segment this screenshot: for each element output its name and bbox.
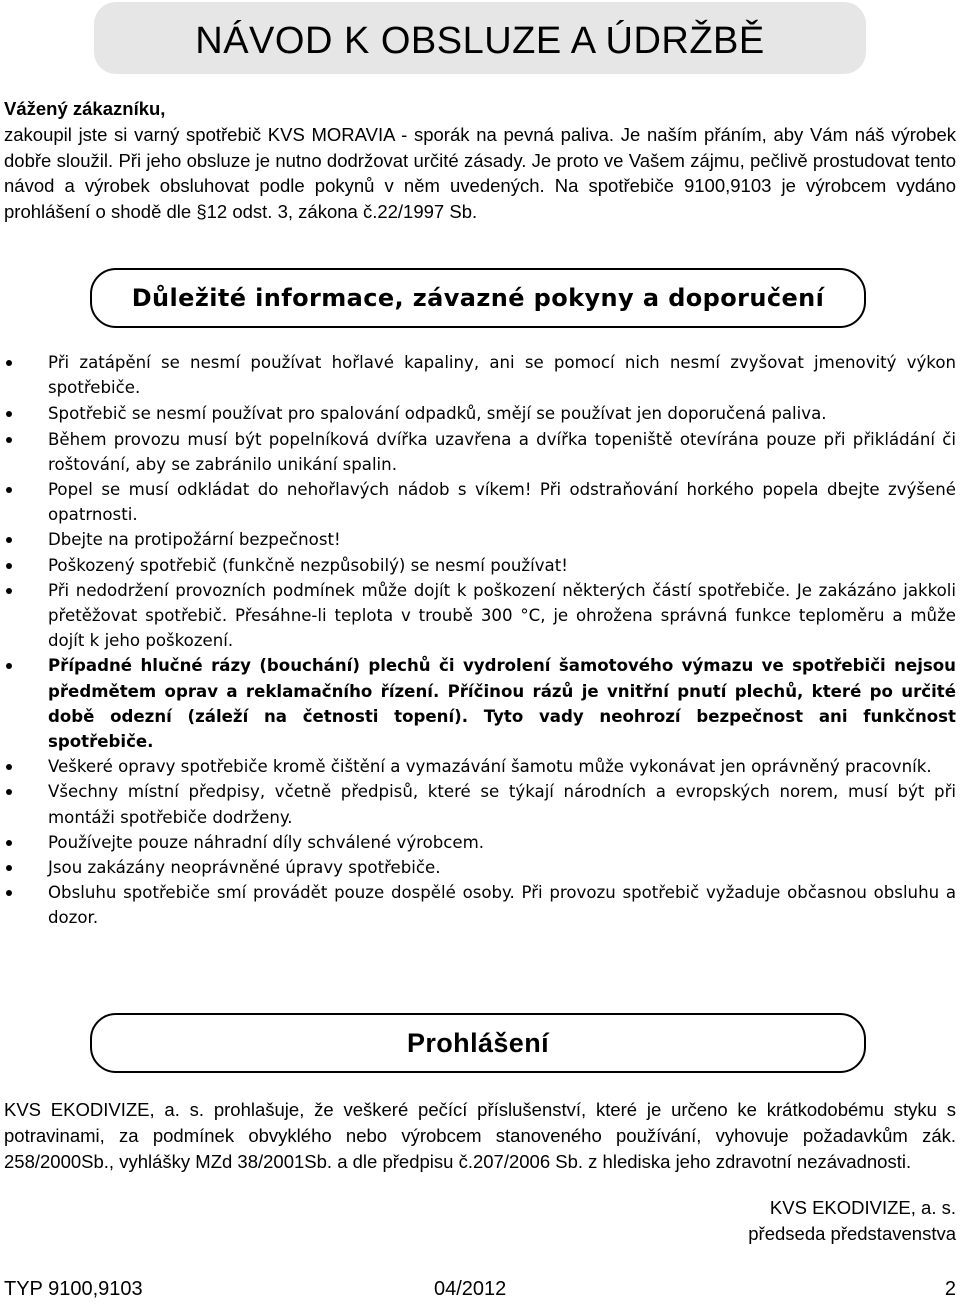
footer-model: TYP 9100,9103 bbox=[4, 1278, 143, 1300]
bullet-icon bbox=[6, 537, 12, 543]
bullet-icon bbox=[6, 360, 12, 366]
list-item bbox=[0, 578, 956, 654]
intro-paragraph bbox=[4, 96, 956, 225]
info-section-header bbox=[90, 268, 866, 328]
greeting: Vážený zákazníku, bbox=[4, 98, 166, 119]
list-item bbox=[0, 427, 956, 477]
list-item bbox=[0, 527, 956, 552]
list-item bbox=[0, 880, 956, 930]
list-item bbox=[0, 401, 956, 426]
list-item-text: Během provozu musí být popelníková dvířka uzavřena a dvířka topeniště otevírána pouze při přikládání či roštování, aby se zabránilo unikání spalin. bbox=[48, 429, 956, 474]
page-title: NÁVOD K OBSLUZE A ÚDRŽBĚ bbox=[195, 20, 765, 62]
bullet-icon bbox=[6, 437, 12, 443]
list-item bbox=[0, 855, 956, 880]
list-item bbox=[0, 653, 956, 754]
bullet-icon bbox=[6, 890, 12, 896]
list-item-text: Spotřebič se nesmí používat pro spalování odpadků, smějí se používat jen doporučená paliva. bbox=[48, 404, 827, 424]
signature-company: KVS EKODIVIZE, a. s. bbox=[769, 1197, 956, 1218]
bullet-icon bbox=[6, 865, 12, 871]
signature-role: předseda představenstva bbox=[748, 1222, 956, 1244]
list-item-text: Jsou zakázány neoprávněné úpravy spotřebiče. bbox=[48, 858, 441, 878]
bullet-icon bbox=[6, 789, 12, 795]
instructions-list bbox=[0, 350, 956, 931]
bullet-icon bbox=[6, 411, 12, 417]
declaration-paragraph: KVS EKODIVIZE, a. s. prohlašuje, že veškeré pečící příslušenství, které je určeno ke krátkodobému styku s potravinami, za podmínek obvyklého nebo výrobcem stanoveného používání, vyhovuje požadavkům zák. 258/2000Sb., vyhlášky MZd 38/2001Sb. a dle předpisu č.207/2006 Sb. z hlediska jeho zdravotní nezávadnosti. bbox=[4, 1099, 956, 1172]
list-item-text: Používejte pouze náhradní díly schválené výrobcem. bbox=[48, 832, 485, 852]
page-number: 2 bbox=[944, 1278, 956, 1300]
bullet-icon bbox=[6, 663, 12, 669]
list-item-text: Případné hlučné rázy (bouchání) plechů či vydrolení šamotového výmazu ve spotřebiči nejsou předmětem oprav a reklamačního řízení. Příčinou rázů je vnitřní pnutí plechů, které po určité době odezní (záleží na četnosti topení). Tyto vady neohrozí bezpečnost ani funkčnost spotřebiče. bbox=[48, 656, 956, 752]
list-item bbox=[0, 830, 956, 855]
list-item bbox=[0, 553, 956, 578]
bullet-icon bbox=[6, 487, 12, 493]
list-item-text: Při zatápění se nesmí používat hořlavé kapaliny, ani se pomocí nich nesmí zvyšovat jmenovitý výkon spotřebiče. bbox=[48, 353, 956, 398]
bullet-icon bbox=[6, 764, 12, 770]
signature-block bbox=[748, 1195, 956, 1247]
list-item-text: Dbejte na protipožární bezpečnost! bbox=[48, 530, 341, 550]
footer-date: 04/2012 bbox=[434, 1278, 507, 1300]
page-footer bbox=[4, 1274, 956, 1304]
list-item-text: Při nedodržení provozních podmínek může dojít k poškození některých částí spotřebiče. Je zakázáno jakkoli přetěžovat spotřebič. Přesáhne-li teplota v troubě 300 °C, je ohrožena správná funkce teploměru a může dojít k jeho poškození. bbox=[48, 580, 956, 651]
intro-text: zakoupil jste si varný spotřebič KVS MORAVIA - sporák na pevná paliva. Je naším přáním, aby Vám náš výrobek dobře sloužil. Při jeho obsluze je nutno dodržovat určité zásady. Je proto ve Vašem zájmu, pečlivě prostudovat tento návod a výrobek obsluhovat podle pokynů v něm uvedených. Na spotřebiče 9100,9103 je výrobcem vydáno prohlášení o shodě dle §12 odst. 3, zákona č.22/1997 Sb. bbox=[4, 123, 956, 223]
list-item-text: Všechny místní předpisy, včetně předpisů, které se týkají národních a evropských norem, musí být při montáži spotřebiče dodrženy. bbox=[48, 782, 956, 827]
list-item bbox=[0, 477, 956, 527]
bullet-icon bbox=[6, 588, 12, 594]
info-section-heading: Důležité informace, závazné pokyny a doporučení bbox=[131, 284, 825, 312]
list-item-text: Veškeré opravy spotřebiče kromě čištění a vymazávání šamotu může vykonávat jen oprávněný pracovník. bbox=[48, 757, 932, 777]
list-item bbox=[0, 350, 956, 400]
declaration-heading: Prohlášení bbox=[406, 1027, 550, 1058]
list-item-text: Popel se musí odkládat do nehořlavých nádob s víkem! Při odstraňování horkého popela dbejte zvýšené opatrnosti. bbox=[48, 480, 956, 525]
list-item-text: Obsluhu spotřebiče smí provádět pouze dospělé osoby. Při provozu spotřebič vyžaduje občasnou obsluhu a dozor. bbox=[48, 883, 956, 928]
declaration-section-header bbox=[90, 1013, 866, 1073]
list-item bbox=[0, 779, 956, 829]
list-item bbox=[0, 754, 956, 779]
bullet-icon bbox=[6, 563, 12, 569]
bullet-icon bbox=[6, 840, 12, 846]
list-item-text: Poškozený spotřebič (funkčně nezpůsobilý) se nesmí používat! bbox=[48, 555, 568, 575]
